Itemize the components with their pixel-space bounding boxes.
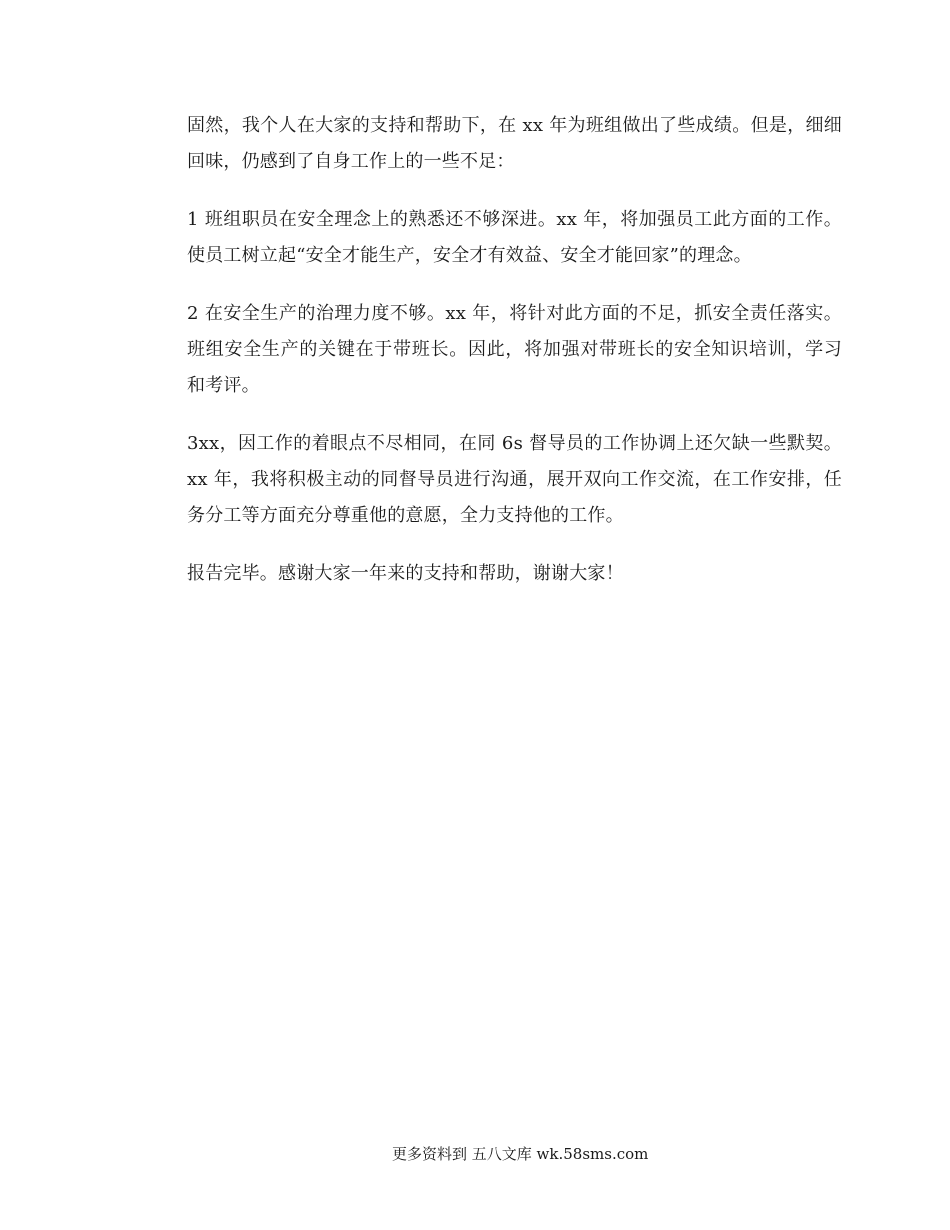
paragraph-item-3: 3xx，因工作的着眼点不尽相同，在同 6s 督导员的工作协调上还欠缺一些默契。xx 年，我将积极主动的同督导员进行沟通，展开双向工作交流，在工作安排，任务分工等方面充分尊重他的意愿，全力支持他的工作。 [187, 433, 842, 526]
document-body [187, 108, 842, 614]
paragraph-item-2: 2 在安全生产的治理力度不够。xx 年，将针对此方面的不足，抓安全责任落实。班组安全生产的关键在于带班长。因此，将加强对带班长的安全知识培训，学习和考评。 [187, 303, 842, 396]
paragraph-closing: 报告完毕。感谢大家一年来的支持和帮助，谢谢大家！ [187, 563, 624, 584]
paragraph-intro: 固然，我个人在大家的支持和帮助下，在 xx 年为班组做出了些成绩。但是，细细回味，仍感到了自身工作上的一些不足： [187, 115, 842, 172]
page-footer: 更多资料到 五八文库 wk.58sms.com [392, 1145, 649, 1163]
paragraph-item-1: 1 班组职员在安全理念上的熟悉还不够深进。xx 年，将加强员工此方面的工作。使员工树立起“安全才能生产，安全才有效益、安全才能回家”的理念。 [187, 209, 842, 266]
